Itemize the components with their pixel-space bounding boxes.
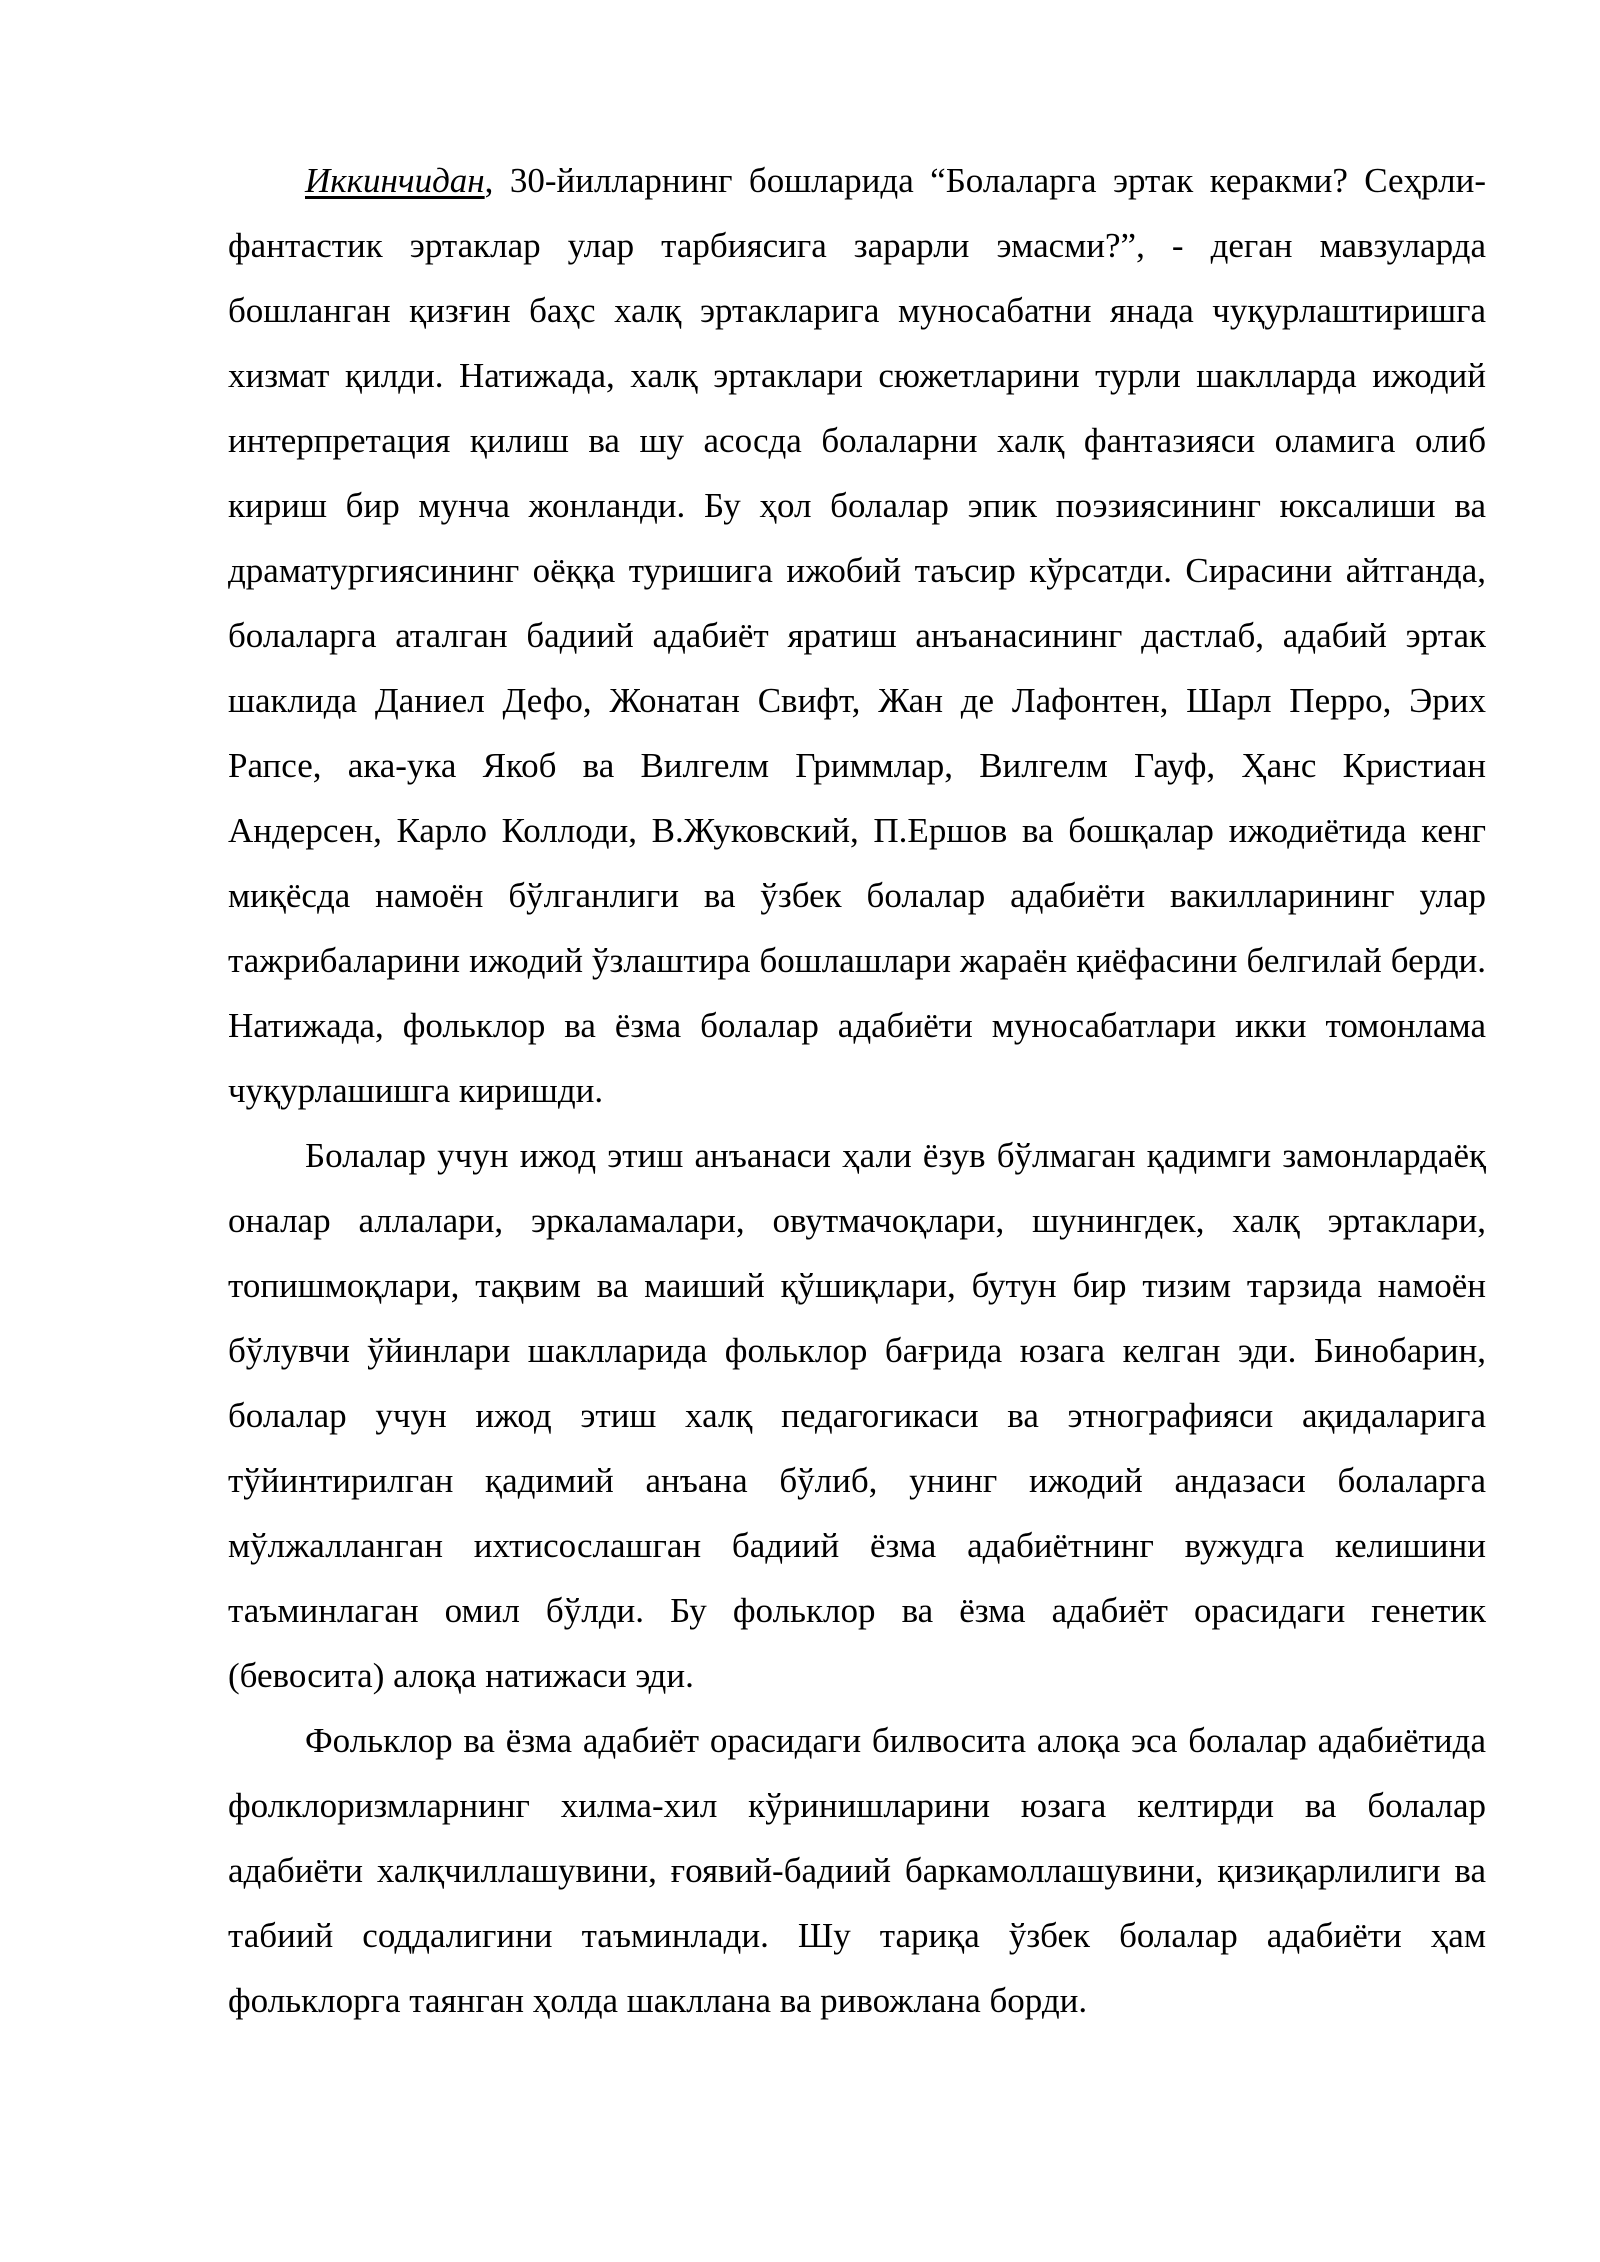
emphasized-lead-word: Иккинчидан [305, 161, 485, 200]
paragraph-3: Фольклор ва ёзма адабиёт орасидаги билвосита алоқа эса болалар адабиётида фолклоризмларнинг хилма-хил кўринишларини юзага келтирди ва болалар адабиёти халқчиллашувини, ғоявий-бадиий баркамоллашувини, қизиқарлилиги ва табиий соддалигини таъминлади. Шу тариқа ўзбек болалар адабиёти ҳам фольклорга таянган ҳолда шакллана ва ривожлана борди. [228, 1721, 1486, 2020]
document-body [228, 148, 1486, 2033]
paragraph-1-text: , 30-йилларнинг бошларида “Болаларга эртак керакми? Сеҳрли-фантастик эртаклар улар тарбиясига зарарли эмасми?”, - деган мавзуларда бошланган қизғин баҳс халқ эртакларига муносабатни янада чуқурлаштиришга хизмат қилди. Натижада, халқ эртаклари сюжетларини турли шаклларда ижодий интерпретация қилиш ва шу асосда болаларни халқ фантазияси оламига олиб кириш бир мунча жонланди. Бу ҳол болалар эпик поэзиясининг юксалиши ва драматургиясининг оёққа туришига ижобий таъсир кўрсатди. Сирасини айтганда, болаларга аталган бадиий адабиёт яратиш анъанасининг дастлаб, адабий эртак шаклида Даниел Дефо, Жонатан Свифт, Жан де Лафонтен, Шарл Перро, Эрих Рапсе, ака-ука Якоб ва Вилгелм Гриммлар, Вилгелм Гауф, Ҳанс Кристиан Андерсен, Карло Коллоди, В.Жуковский, П.Ершов ва бошқалар ижодиётида кенг миқёсда намоён бўлганлиги ва ўзбек болалар адабиёти вакилларининг улар тажрибаларини ижодий ўзлаштира бошлашлари жараён қиёфасини белгилай берди. Натижада, фольклор ва ёзма болалар адабиёти муносабатлари икки томонлама чуқурлашишга киришди. [228, 161, 1486, 1110]
paragraph-2: Болалар учун ижод этиш анъанаси ҳали ёзув бўлмаган қадимги замонлардаёқ оналар аллалари, эркаламалари, овутмачоқлари, шунингдек, халқ эртаклари, топишмоқлари, тақвим ва маиший қўшиқлари, бутун бир тизим тарзида намоён бўлувчи ўйинлари шаклларида фольклор бағрида юзага келган эди. Бинобарин, болалар учун ижод этиш халқ педагогикаси ва этнографияси ақидаларига тўйинтирилган қадимий анъана бўлиб, унинг ижодий андазаси болаларга мўлжалланган ихтисослашган бадиий ёзма адабиётнинг вужудга келишини таъминлаган омил бўлди. Бу фольклор ва ёзма адабиёт орасидаги генетик (бевосита) алоқа натижаси эди. [228, 1136, 1486, 1695]
paragraph-1 [228, 148, 1486, 1123]
